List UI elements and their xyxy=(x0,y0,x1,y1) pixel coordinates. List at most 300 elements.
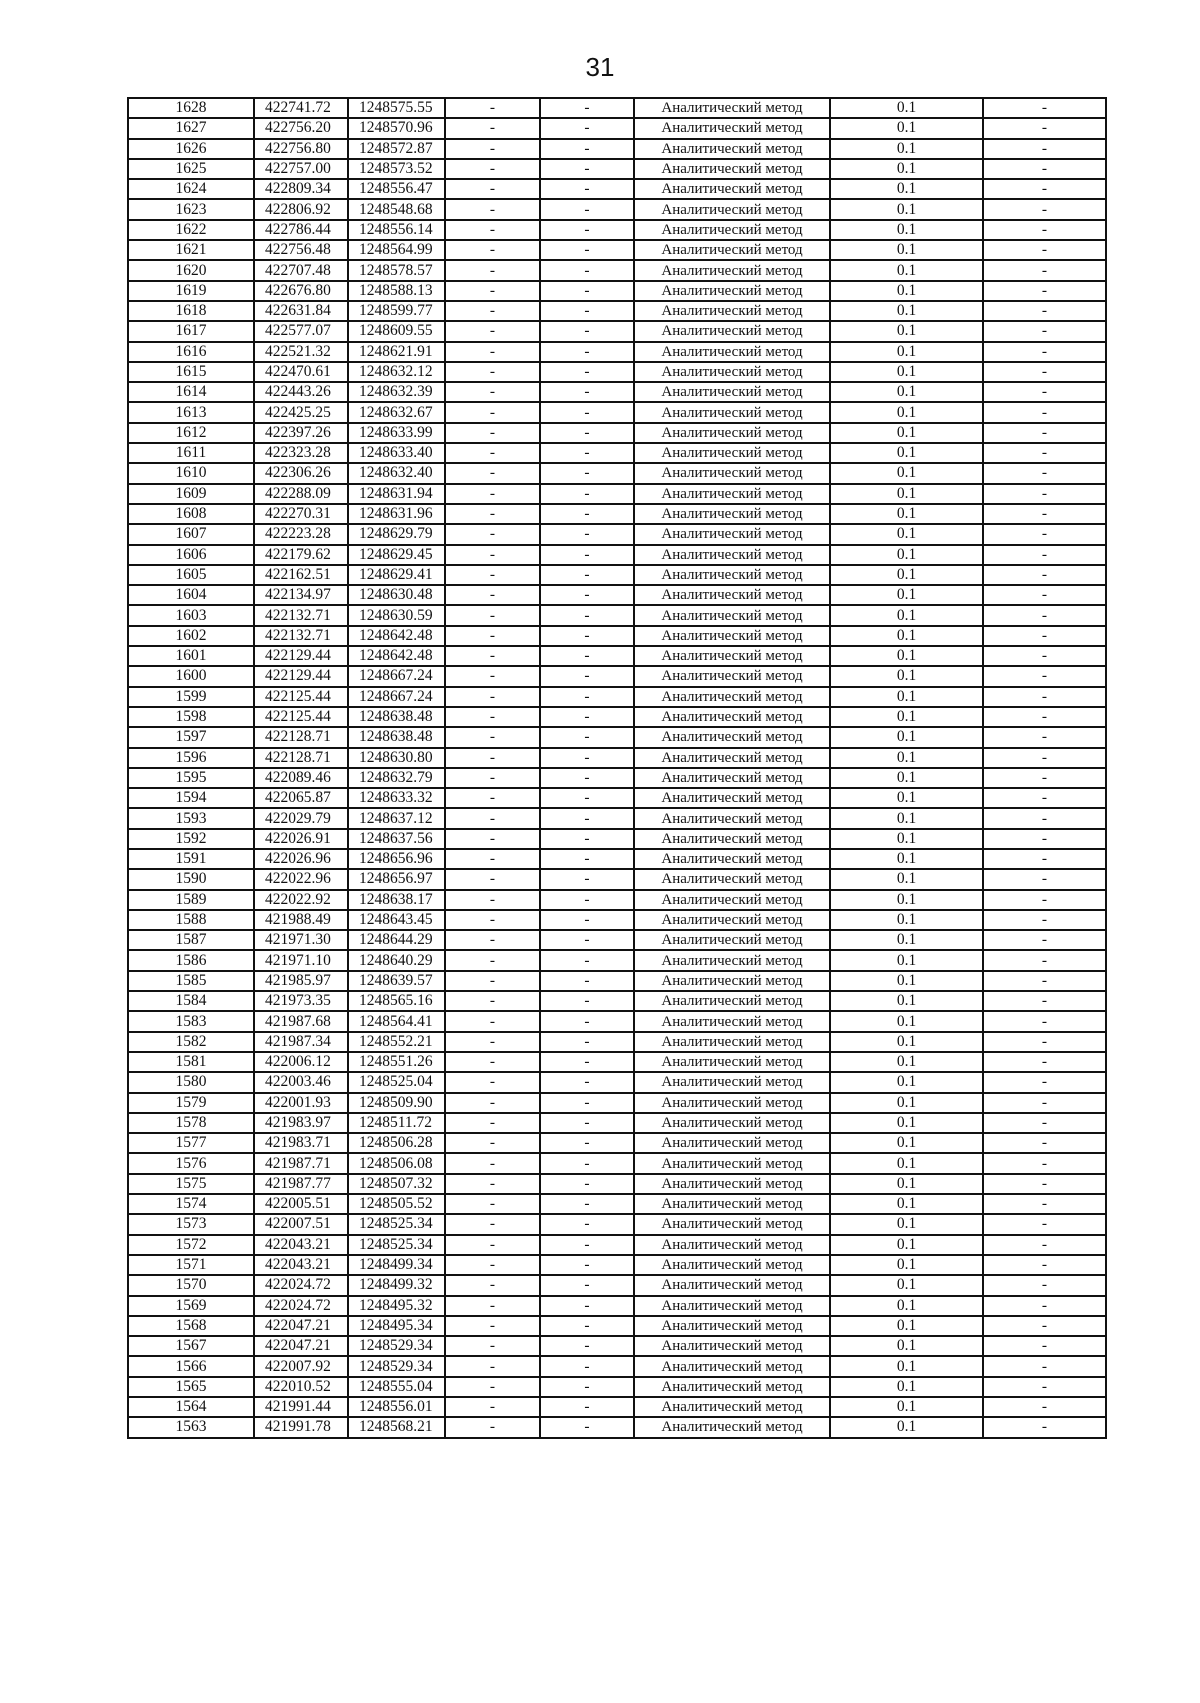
col8-cell: - xyxy=(983,1072,1106,1092)
accuracy-cell: 0.1 xyxy=(830,585,983,605)
accuracy-cell: 0.1 xyxy=(830,1174,983,1194)
y-coordinate-cell: 1248632.40 xyxy=(348,463,445,483)
col4-cell: - xyxy=(445,930,540,950)
col8-cell: - xyxy=(983,443,1106,463)
col5-cell: - xyxy=(540,1133,634,1153)
point-number-cell: 1622 xyxy=(128,220,254,240)
method-cell: Аналитический метод xyxy=(634,281,830,301)
x-coordinate-cell: 421988.49 xyxy=(254,910,348,930)
accuracy-cell: 0.1 xyxy=(830,930,983,950)
col5-cell: - xyxy=(540,1052,634,1072)
x-coordinate-cell: 421985.97 xyxy=(254,971,348,991)
x-coordinate-cell: 422631.84 xyxy=(254,301,348,321)
y-coordinate-cell: 1248629.45 xyxy=(348,545,445,565)
table-row xyxy=(128,687,1106,707)
col8-cell: - xyxy=(983,402,1106,422)
method-cell: Аналитический метод xyxy=(634,1133,830,1153)
point-number-cell: 1565 xyxy=(128,1377,254,1397)
x-coordinate-cell: 422047.21 xyxy=(254,1316,348,1336)
col5-cell: - xyxy=(540,1316,634,1336)
table-row xyxy=(128,849,1106,869)
point-number-cell: 1603 xyxy=(128,605,254,625)
x-coordinate-cell: 421971.30 xyxy=(254,930,348,950)
col8-cell: - xyxy=(983,179,1106,199)
table-row xyxy=(128,910,1106,930)
y-coordinate-cell: 1248633.32 xyxy=(348,788,445,808)
col8-cell: - xyxy=(983,991,1106,1011)
accuracy-cell: 0.1 xyxy=(830,626,983,646)
accuracy-cell: 0.1 xyxy=(830,1235,983,1255)
y-coordinate-cell: 1248506.28 xyxy=(348,1133,445,1153)
table-row xyxy=(128,1316,1106,1336)
col8-cell: - xyxy=(983,1052,1106,1072)
accuracy-cell: 0.1 xyxy=(830,1255,983,1275)
method-cell: Аналитический метод xyxy=(634,1052,830,1072)
x-coordinate-cell: 422521.32 xyxy=(254,342,348,362)
accuracy-cell: 0.1 xyxy=(830,524,983,544)
method-cell: Аналитический метод xyxy=(634,179,830,199)
col4-cell: - xyxy=(445,849,540,869)
table-row xyxy=(128,626,1106,646)
accuracy-cell: 0.1 xyxy=(830,1397,983,1417)
x-coordinate-cell: 422707.48 xyxy=(254,260,348,280)
accuracy-cell: 0.1 xyxy=(830,281,983,301)
page-number: 31 xyxy=(585,52,615,82)
point-number-cell: 1596 xyxy=(128,748,254,768)
y-coordinate-cell: 1248644.29 xyxy=(348,930,445,950)
col4-cell: - xyxy=(445,788,540,808)
table-row xyxy=(128,118,1106,138)
x-coordinate-cell: 422022.92 xyxy=(254,890,348,910)
col8-cell: - xyxy=(983,1011,1106,1031)
table-row xyxy=(128,98,1106,118)
point-number-cell: 1602 xyxy=(128,626,254,646)
accuracy-cell: 0.1 xyxy=(830,1296,983,1316)
y-coordinate-cell: 1248643.45 xyxy=(348,910,445,930)
x-coordinate-cell: 422756.80 xyxy=(254,139,348,159)
col5-cell: - xyxy=(540,504,634,524)
col4-cell: - xyxy=(445,1255,540,1275)
accuracy-cell: 0.1 xyxy=(830,1113,983,1133)
col8-cell: - xyxy=(983,1336,1106,1356)
accuracy-cell: 0.1 xyxy=(830,707,983,727)
col5-cell: - xyxy=(540,1255,634,1275)
x-coordinate-cell: 421983.71 xyxy=(254,1133,348,1153)
accuracy-cell: 0.1 xyxy=(830,362,983,382)
y-coordinate-cell: 1248495.34 xyxy=(348,1316,445,1336)
table-row xyxy=(128,484,1106,504)
col8-cell: - xyxy=(983,1316,1106,1336)
col4-cell: - xyxy=(445,423,540,443)
point-number-cell: 1595 xyxy=(128,768,254,788)
accuracy-cell: 0.1 xyxy=(830,1194,983,1214)
method-cell: Аналитический метод xyxy=(634,443,830,463)
col4-cell: - xyxy=(445,605,540,625)
x-coordinate-cell: 422001.93 xyxy=(254,1093,348,1113)
x-coordinate-cell: 421987.68 xyxy=(254,1011,348,1031)
table-row xyxy=(128,463,1106,483)
method-cell: Аналитический метод xyxy=(634,1397,830,1417)
method-cell: Аналитический метод xyxy=(634,1174,830,1194)
col8-cell: - xyxy=(983,930,1106,950)
x-coordinate-cell: 422043.21 xyxy=(254,1255,348,1275)
accuracy-cell: 0.1 xyxy=(830,890,983,910)
accuracy-cell: 0.1 xyxy=(830,788,983,808)
table-row xyxy=(128,545,1106,565)
col4-cell: - xyxy=(445,646,540,666)
method-cell: Аналитический метод xyxy=(634,1032,830,1052)
col5-cell: - xyxy=(540,362,634,382)
method-cell: Аналитический метод xyxy=(634,118,830,138)
col4-cell: - xyxy=(445,118,540,138)
x-coordinate-cell: 422323.28 xyxy=(254,443,348,463)
point-number-cell: 1611 xyxy=(128,443,254,463)
accuracy-cell: 0.1 xyxy=(830,727,983,747)
y-coordinate-cell: 1248525.34 xyxy=(348,1214,445,1234)
col5-cell: - xyxy=(540,1214,634,1234)
col8-cell: - xyxy=(983,768,1106,788)
table-row xyxy=(128,260,1106,280)
method-cell: Аналитический метод xyxy=(634,930,830,950)
col8-cell: - xyxy=(983,362,1106,382)
point-number-cell: 1586 xyxy=(128,950,254,970)
method-cell: Аналитический метод xyxy=(634,159,830,179)
x-coordinate-cell: 422288.09 xyxy=(254,484,348,504)
col4-cell: - xyxy=(445,179,540,199)
x-coordinate-cell: 421991.44 xyxy=(254,1397,348,1417)
point-number-cell: 1582 xyxy=(128,1032,254,1052)
accuracy-cell: 0.1 xyxy=(830,1356,983,1376)
point-number-cell: 1577 xyxy=(128,1133,254,1153)
col4-cell: - xyxy=(445,971,540,991)
y-coordinate-cell: 1248565.16 xyxy=(348,991,445,1011)
col5-cell: - xyxy=(540,118,634,138)
point-number-cell: 1592 xyxy=(128,829,254,849)
table-body xyxy=(128,98,1106,1438)
x-coordinate-cell: 422007.92 xyxy=(254,1356,348,1376)
col8-cell: - xyxy=(983,829,1106,849)
col8-cell: - xyxy=(983,1214,1106,1234)
y-coordinate-cell: 1248630.59 xyxy=(348,605,445,625)
accuracy-cell: 0.1 xyxy=(830,443,983,463)
method-cell: Аналитический метод xyxy=(634,342,830,362)
x-coordinate-cell: 422029.79 xyxy=(254,808,348,828)
point-number-cell: 1626 xyxy=(128,139,254,159)
point-number-cell: 1563 xyxy=(128,1417,254,1437)
point-number-cell: 1610 xyxy=(128,463,254,483)
col5-cell: - xyxy=(540,1113,634,1133)
col4-cell: - xyxy=(445,1397,540,1417)
col4-cell: - xyxy=(445,1032,540,1052)
col4-cell: - xyxy=(445,666,540,686)
col4-cell: - xyxy=(445,98,540,118)
point-number-cell: 1580 xyxy=(128,1072,254,1092)
accuracy-cell: 0.1 xyxy=(830,971,983,991)
x-coordinate-cell: 422006.12 xyxy=(254,1052,348,1072)
point-number-cell: 1627 xyxy=(128,118,254,138)
col8-cell: - xyxy=(983,301,1106,321)
col8-cell: - xyxy=(983,869,1106,889)
table-row xyxy=(128,443,1106,463)
y-coordinate-cell: 1248632.79 xyxy=(348,768,445,788)
table-row xyxy=(128,179,1106,199)
table-row xyxy=(128,768,1106,788)
method-cell: Аналитический метод xyxy=(634,1356,830,1376)
col8-cell: - xyxy=(983,1296,1106,1316)
x-coordinate-cell: 422132.71 xyxy=(254,605,348,625)
table-row xyxy=(128,362,1106,382)
point-number-cell: 1578 xyxy=(128,1113,254,1133)
col8-cell: - xyxy=(983,687,1106,707)
method-cell: Аналитический метод xyxy=(634,666,830,686)
col8-cell: - xyxy=(983,1397,1106,1417)
accuracy-cell: 0.1 xyxy=(830,1316,983,1336)
col4-cell: - xyxy=(445,1235,540,1255)
point-number-cell: 1587 xyxy=(128,930,254,950)
point-number-cell: 1567 xyxy=(128,1336,254,1356)
method-cell: Аналитический метод xyxy=(634,1153,830,1173)
table-row xyxy=(128,1174,1106,1194)
y-coordinate-cell: 1248609.55 xyxy=(348,321,445,341)
accuracy-cell: 0.1 xyxy=(830,849,983,869)
point-number-cell: 1564 xyxy=(128,1397,254,1417)
point-number-cell: 1615 xyxy=(128,362,254,382)
point-number-cell: 1576 xyxy=(128,1153,254,1173)
col5-cell: - xyxy=(540,1235,634,1255)
col4-cell: - xyxy=(445,687,540,707)
accuracy-cell: 0.1 xyxy=(830,1153,983,1173)
col4-cell: - xyxy=(445,585,540,605)
x-coordinate-cell: 422425.25 xyxy=(254,402,348,422)
method-cell: Аналитический метод xyxy=(634,1194,830,1214)
x-coordinate-cell: 422089.46 xyxy=(254,768,348,788)
y-coordinate-cell: 1248638.48 xyxy=(348,707,445,727)
x-coordinate-cell: 422125.44 xyxy=(254,687,348,707)
col8-cell: - xyxy=(983,1153,1106,1173)
method-cell: Аналитический метод xyxy=(634,139,830,159)
table-row xyxy=(128,890,1106,910)
y-coordinate-cell: 1248630.48 xyxy=(348,585,445,605)
table-row xyxy=(128,605,1106,625)
col8-cell: - xyxy=(983,585,1106,605)
x-coordinate-cell: 422129.44 xyxy=(254,666,348,686)
y-coordinate-cell: 1248632.67 xyxy=(348,402,445,422)
col5-cell: - xyxy=(540,1194,634,1214)
col4-cell: - xyxy=(445,260,540,280)
accuracy-cell: 0.1 xyxy=(830,687,983,707)
point-number-cell: 1588 xyxy=(128,910,254,930)
y-coordinate-cell: 1248575.55 xyxy=(348,98,445,118)
table-row xyxy=(128,829,1106,849)
x-coordinate-cell: 422128.71 xyxy=(254,727,348,747)
table-row xyxy=(128,199,1106,219)
x-coordinate-cell: 422043.21 xyxy=(254,1235,348,1255)
method-cell: Аналитический метод xyxy=(634,991,830,1011)
point-number-cell: 1581 xyxy=(128,1052,254,1072)
y-coordinate-cell: 1248642.48 xyxy=(348,646,445,666)
col5-cell: - xyxy=(540,301,634,321)
point-number-cell: 1609 xyxy=(128,484,254,504)
col5-cell: - xyxy=(540,98,634,118)
col8-cell: - xyxy=(983,565,1106,585)
col4-cell: - xyxy=(445,321,540,341)
y-coordinate-cell: 1248621.91 xyxy=(348,342,445,362)
table-row xyxy=(128,1133,1106,1153)
col4-cell: - xyxy=(445,748,540,768)
col4-cell: - xyxy=(445,1093,540,1113)
method-cell: Аналитический метод xyxy=(634,301,830,321)
col8-cell: - xyxy=(983,199,1106,219)
method-cell: Аналитический метод xyxy=(634,321,830,341)
col8-cell: - xyxy=(983,139,1106,159)
x-coordinate-cell: 422756.48 xyxy=(254,240,348,260)
x-coordinate-cell: 421987.71 xyxy=(254,1153,348,1173)
method-cell: Аналитический метод xyxy=(634,707,830,727)
x-coordinate-cell: 422026.96 xyxy=(254,849,348,869)
table-row xyxy=(128,139,1106,159)
point-number-cell: 1619 xyxy=(128,281,254,301)
x-coordinate-cell: 422047.21 xyxy=(254,1336,348,1356)
col5-cell: - xyxy=(540,179,634,199)
table-row xyxy=(128,321,1106,341)
y-coordinate-cell: 1248667.24 xyxy=(348,666,445,686)
point-number-cell: 1571 xyxy=(128,1255,254,1275)
method-cell: Аналитический метод xyxy=(634,1255,830,1275)
col5-cell: - xyxy=(540,1072,634,1092)
table-row xyxy=(128,382,1106,402)
table-row xyxy=(128,971,1106,991)
point-number-cell: 1579 xyxy=(128,1093,254,1113)
point-number-cell: 1573 xyxy=(128,1214,254,1234)
col4-cell: - xyxy=(445,1174,540,1194)
method-cell: Аналитический метод xyxy=(634,748,830,768)
accuracy-cell: 0.1 xyxy=(830,545,983,565)
method-cell: Аналитический метод xyxy=(634,565,830,585)
col5-cell: - xyxy=(540,910,634,930)
method-cell: Аналитический метод xyxy=(634,950,830,970)
x-coordinate-cell: 421987.77 xyxy=(254,1174,348,1194)
method-cell: Аналитический метод xyxy=(634,910,830,930)
col8-cell: - xyxy=(983,1417,1106,1437)
y-coordinate-cell: 1248632.12 xyxy=(348,362,445,382)
accuracy-cell: 0.1 xyxy=(830,1275,983,1295)
y-coordinate-cell: 1248548.68 xyxy=(348,199,445,219)
y-coordinate-cell: 1248633.40 xyxy=(348,443,445,463)
point-number-cell: 1612 xyxy=(128,423,254,443)
col5-cell: - xyxy=(540,463,634,483)
method-cell: Аналитический метод xyxy=(634,199,830,219)
x-coordinate-cell: 422024.72 xyxy=(254,1296,348,1316)
col5-cell: - xyxy=(540,402,634,422)
x-coordinate-cell: 422005.51 xyxy=(254,1194,348,1214)
col5-cell: - xyxy=(540,240,634,260)
x-coordinate-cell: 422128.71 xyxy=(254,748,348,768)
point-number-cell: 1568 xyxy=(128,1316,254,1336)
col8-cell: - xyxy=(983,971,1106,991)
col5-cell: - xyxy=(540,1336,634,1356)
col5-cell: - xyxy=(540,930,634,950)
method-cell: Аналитический метод xyxy=(634,1275,830,1295)
table-row xyxy=(128,159,1106,179)
col5-cell: - xyxy=(540,565,634,585)
point-number-cell: 1617 xyxy=(128,321,254,341)
col5-cell: - xyxy=(540,666,634,686)
accuracy-cell: 0.1 xyxy=(830,829,983,849)
x-coordinate-cell: 421971.10 xyxy=(254,950,348,970)
method-cell: Аналитический метод xyxy=(634,646,830,666)
table-row xyxy=(128,1336,1106,1356)
col8-cell: - xyxy=(983,1377,1106,1397)
point-number-cell: 1597 xyxy=(128,727,254,747)
col5-cell: - xyxy=(540,1174,634,1194)
point-number-cell: 1623 xyxy=(128,199,254,219)
col8-cell: - xyxy=(983,1356,1106,1376)
col8-cell: - xyxy=(983,281,1106,301)
table-row xyxy=(128,1417,1106,1437)
y-coordinate-cell: 1248555.04 xyxy=(348,1377,445,1397)
y-coordinate-cell: 1248552.21 xyxy=(348,1032,445,1052)
col4-cell: - xyxy=(445,707,540,727)
point-number-cell: 1599 xyxy=(128,687,254,707)
col4-cell: - xyxy=(445,1113,540,1133)
col4-cell: - xyxy=(445,869,540,889)
col4-cell: - xyxy=(445,1153,540,1173)
col8-cell: - xyxy=(983,98,1106,118)
x-coordinate-cell: 421987.34 xyxy=(254,1032,348,1052)
table-row xyxy=(128,565,1106,585)
y-coordinate-cell: 1248637.56 xyxy=(348,829,445,849)
accuracy-cell: 0.1 xyxy=(830,342,983,362)
col4-cell: - xyxy=(445,1275,540,1295)
table-row xyxy=(128,808,1106,828)
col5-cell: - xyxy=(540,687,634,707)
method-cell: Аналитический метод xyxy=(634,1336,830,1356)
col4-cell: - xyxy=(445,1214,540,1234)
col4-cell: - xyxy=(445,1356,540,1376)
y-coordinate-cell: 1248556.14 xyxy=(348,220,445,240)
accuracy-cell: 0.1 xyxy=(830,240,983,260)
point-number-cell: 1628 xyxy=(128,98,254,118)
y-coordinate-cell: 1248525.34 xyxy=(348,1235,445,1255)
table-row xyxy=(128,1113,1106,1133)
col4-cell: - xyxy=(445,1133,540,1153)
table-row xyxy=(128,1377,1106,1397)
col4-cell: - xyxy=(445,402,540,422)
x-coordinate-cell: 422024.72 xyxy=(254,1275,348,1295)
table-row xyxy=(128,504,1106,524)
col5-cell: - xyxy=(540,707,634,727)
x-coordinate-cell: 422007.51 xyxy=(254,1214,348,1234)
table-row xyxy=(128,1296,1106,1316)
y-coordinate-cell: 1248631.94 xyxy=(348,484,445,504)
table-row xyxy=(128,1052,1106,1072)
point-number-cell: 1618 xyxy=(128,301,254,321)
method-cell: Аналитический метод xyxy=(634,402,830,422)
method-cell: Аналитический метод xyxy=(634,1214,830,1234)
x-coordinate-cell: 422065.87 xyxy=(254,788,348,808)
method-cell: Аналитический метод xyxy=(634,869,830,889)
table-row xyxy=(128,220,1106,240)
accuracy-cell: 0.1 xyxy=(830,1032,983,1052)
accuracy-cell: 0.1 xyxy=(830,220,983,240)
col4-cell: - xyxy=(445,1417,540,1437)
col8-cell: - xyxy=(983,1133,1106,1153)
col5-cell: - xyxy=(540,626,634,646)
accuracy-cell: 0.1 xyxy=(830,1377,983,1397)
accuracy-cell: 0.1 xyxy=(830,484,983,504)
y-coordinate-cell: 1248506.08 xyxy=(348,1153,445,1173)
col8-cell: - xyxy=(983,788,1106,808)
